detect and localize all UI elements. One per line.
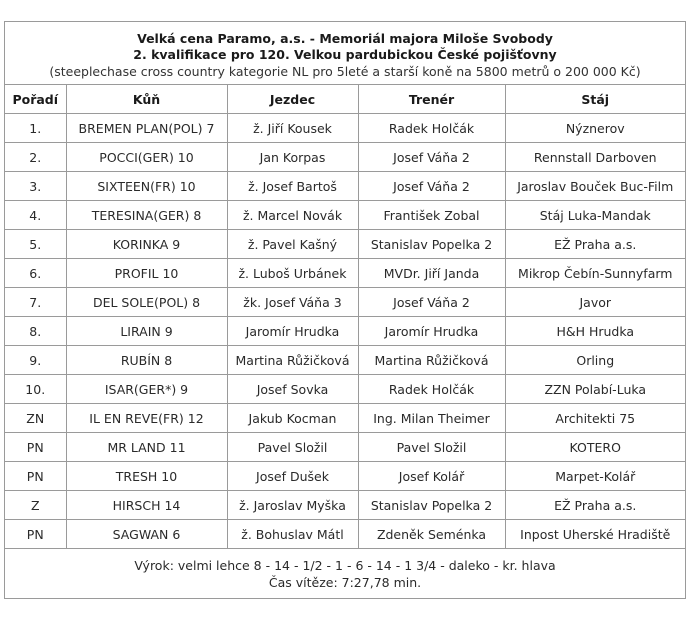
cell-stable: Architekti 75 — [505, 404, 685, 433]
cell-horse: LIRAIN 9 — [66, 317, 227, 346]
cell-rider: ž. Pavel Kašný — [227, 230, 358, 259]
table-row — [5, 520, 685, 549]
table-row — [5, 230, 685, 259]
cell-position: 2. — [5, 143, 66, 172]
cell-trainer: Jaromír Hrudka — [358, 317, 505, 346]
cell-rider: ž. Jiří Kousek — [227, 114, 358, 143]
cell-rider: ž. Bohuslav Mátl — [227, 520, 358, 549]
table-header-row — [5, 85, 685, 114]
cell-trainer: Josef Váňa 2 — [358, 288, 505, 317]
cell-trainer: Stanislav Popelka 2 — [358, 491, 505, 520]
race-conditions: (steeplechase cross country kategorie NL pro 5leté a starší koně na 5800 metrů o 200 000 Kč) — [49, 64, 641, 79]
cell-position: 4. — [5, 201, 66, 230]
cell-stable: EŽ Praha a.s. — [505, 230, 685, 259]
cell-trainer: MVDr. Jiří Janda — [358, 259, 505, 288]
table-row — [5, 259, 685, 288]
cell-rider: Jan Korpas — [227, 143, 358, 172]
cell-horse: HIRSCH 14 — [66, 491, 227, 520]
cell-trainer: Pavel Složil — [358, 433, 505, 462]
cell-stable: Javor — [505, 288, 685, 317]
cell-rider: ž. Josef Bartoš — [227, 172, 358, 201]
cell-position: ZN — [5, 404, 66, 433]
cell-trainer: Josef Kolář — [358, 462, 505, 491]
cell-trainer: Zdeněk Seménka — [358, 520, 505, 549]
cell-horse: SIXTEEN(FR) 10 — [66, 172, 227, 201]
cell-horse: BREMEN PLAN(POL) 7 — [66, 114, 227, 143]
cell-position: 10. — [5, 375, 66, 404]
col-header-position: Pořadí — [5, 85, 66, 114]
cell-position: PN — [5, 433, 66, 462]
table-row — [5, 433, 685, 462]
cell-horse: MR LAND 11 — [66, 433, 227, 462]
cell-position: PN — [5, 462, 66, 491]
cell-stable: ZZN Polabí-Luka — [505, 375, 685, 404]
finish-margins: Výrok: velmi lehce 8 - 14 - 1/2 - 1 - 6 - 14 - 1 3/4 - daleko - kr. hlava — [134, 558, 556, 573]
cell-stable: EŽ Praha a.s. — [505, 491, 685, 520]
cell-horse: SAGWAN 6 — [66, 520, 227, 549]
cell-position: 7. — [5, 288, 66, 317]
cell-rider: Jakub Kocman — [227, 404, 358, 433]
cell-horse: TRESH 10 — [66, 462, 227, 491]
col-header-stable: Stáj — [505, 85, 685, 114]
cell-stable: Mikrop Čebín-Sunnyfarm — [505, 259, 685, 288]
winner-time: Čas vítěze: 7:27,78 min. — [268, 575, 422, 590]
col-header-rider: Jezdec — [227, 85, 358, 114]
cell-stable: Rennstall Darboven — [505, 143, 685, 172]
cell-rider: Josef Sovka — [227, 375, 358, 404]
table-row — [5, 317, 685, 346]
table-row — [5, 404, 685, 433]
cell-trainer: Radek Holčák — [358, 114, 505, 143]
cell-trainer: František Zobal — [358, 201, 505, 230]
cell-trainer: Ing. Milan Theimer — [358, 404, 505, 433]
table-row — [5, 346, 685, 375]
race-header — [5, 22, 685, 85]
cell-position: 1. — [5, 114, 66, 143]
cell-trainer: Josef Váňa 2 — [358, 172, 505, 201]
race-subtitle: 2. kvalifikace pro 120. Velkou pardubickou České pojišťovny — [133, 47, 557, 62]
cell-rider: Pavel Složil — [227, 433, 358, 462]
table-row — [5, 114, 685, 143]
cell-horse: IL EN REVE(FR) 12 — [66, 404, 227, 433]
race-footer — [5, 549, 685, 591]
cell-position: 8. — [5, 317, 66, 346]
cell-trainer: Josef Váňa 2 — [358, 143, 505, 172]
cell-horse: RUBÍN 8 — [66, 346, 227, 375]
cell-trainer: Stanislav Popelka 2 — [358, 230, 505, 259]
col-header-horse: Kůň — [66, 85, 227, 114]
cell-rider: Jaromír Hrudka — [227, 317, 358, 346]
cell-stable: H&H Hrudka — [505, 317, 685, 346]
cell-position: Z — [5, 491, 66, 520]
cell-stable: Jaroslav Bouček Buc-Film — [505, 172, 685, 201]
table-row — [5, 462, 685, 491]
cell-stable: Orling — [505, 346, 685, 375]
cell-stable: Marpet-Kolář — [505, 462, 685, 491]
cell-rider: ž. Luboš Urbánek — [227, 259, 358, 288]
cell-stable: Inpost Uherské Hradiště — [505, 520, 685, 549]
table-row — [5, 201, 685, 230]
results-body — [5, 114, 685, 549]
results-table — [5, 85, 685, 549]
cell-trainer: Radek Holčák — [358, 375, 505, 404]
cell-position: PN — [5, 520, 66, 549]
cell-position: 9. — [5, 346, 66, 375]
cell-position: 6. — [5, 259, 66, 288]
cell-stable: Stáj Luka-Mandak — [505, 201, 685, 230]
table-row — [5, 491, 685, 520]
cell-horse: ISAR(GER*) 9 — [66, 375, 227, 404]
table-row — [5, 375, 685, 404]
table-row — [5, 288, 685, 317]
cell-horse: KORINKA 9 — [66, 230, 227, 259]
cell-horse: TERESINA(GER) 8 — [66, 201, 227, 230]
cell-stable: Nýznerov — [505, 114, 685, 143]
col-header-trainer: Trenér — [358, 85, 505, 114]
cell-rider: žk. Josef Váňa 3 — [227, 288, 358, 317]
cell-rider: ž. Jaroslav Myška — [227, 491, 358, 520]
race-title: Velká cena Paramo, a.s. - Memoriál majora Miloše Svobody — [137, 31, 553, 46]
table-row — [5, 143, 685, 172]
table-row — [5, 172, 685, 201]
cell-trainer: Martina Růžičková — [358, 346, 505, 375]
cell-position: 3. — [5, 172, 66, 201]
results-panel — [4, 21, 686, 599]
cell-position: 5. — [5, 230, 66, 259]
cell-horse: POCCI(GER) 10 — [66, 143, 227, 172]
cell-horse: DEL SOLE(POL) 8 — [66, 288, 227, 317]
cell-rider: Josef Dušek — [227, 462, 358, 491]
cell-rider: Martina Růžičková — [227, 346, 358, 375]
cell-stable: KOTERO — [505, 433, 685, 462]
cell-rider: ž. Marcel Novák — [227, 201, 358, 230]
cell-horse: PROFIL 10 — [66, 259, 227, 288]
